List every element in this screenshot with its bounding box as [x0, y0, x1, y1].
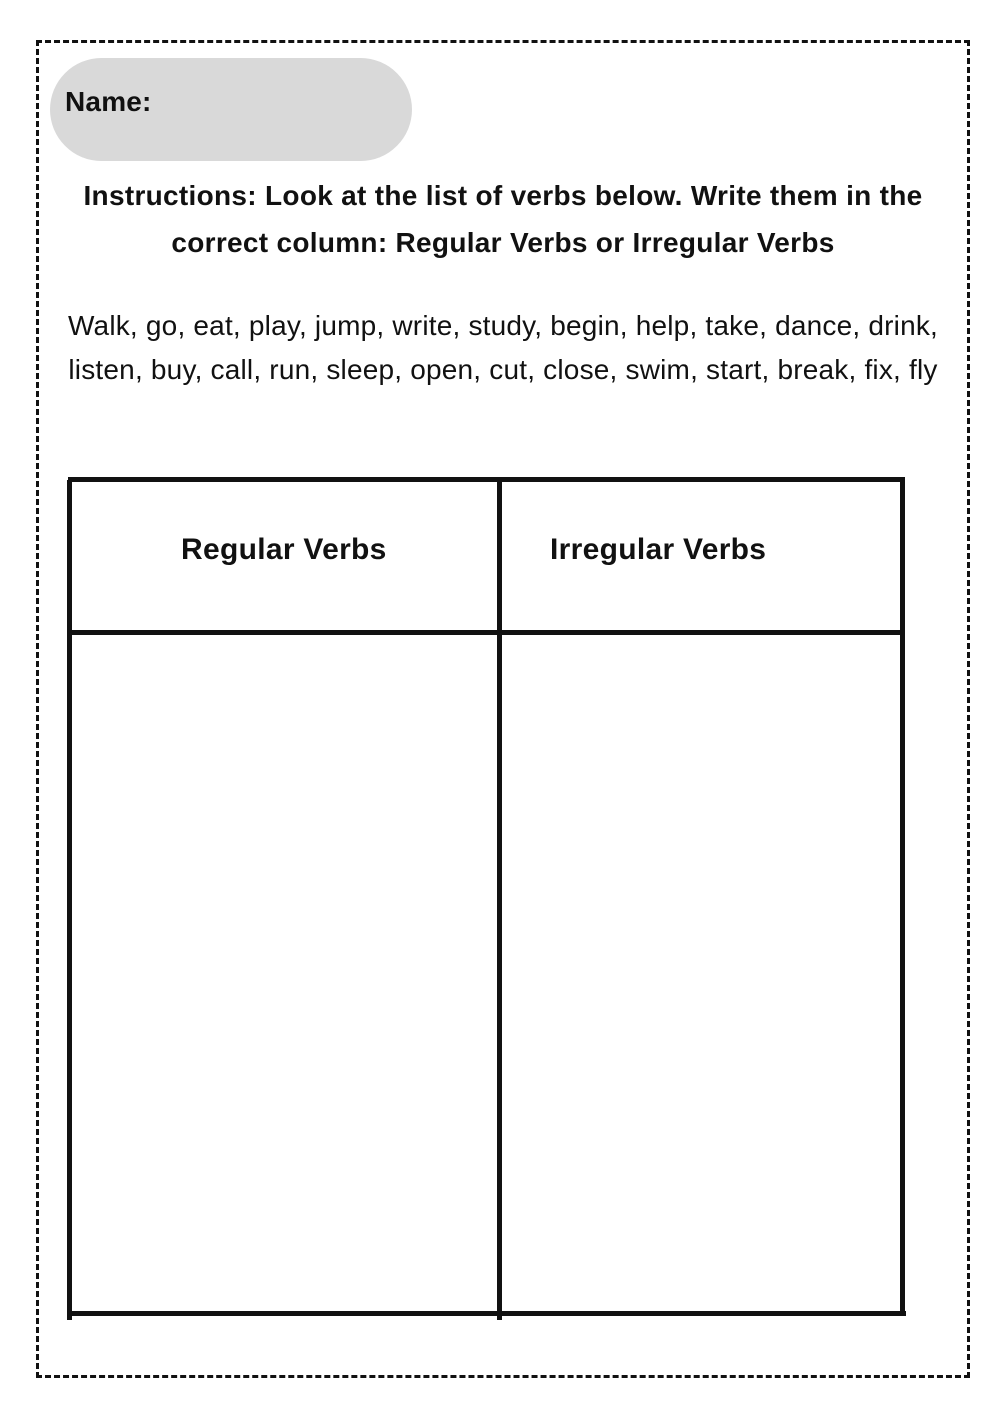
table-header-divider	[68, 630, 904, 635]
column-header-regular-verbs: Regular Verbs	[181, 533, 387, 566]
verb-list: Walk, go, eat, play, jump, write, study, begin, help, take, dance, drink, listen, buy, call, run, sleep, open, cut, close, swim, start, break, fix, fly	[67, 310, 939, 385]
irregular-verbs-answer-area[interactable]	[503, 636, 899, 1310]
table-column-divider	[497, 482, 502, 1320]
column-header-irregular-verbs: Irregular Verbs	[550, 533, 767, 566]
instructions-text: Instructions: Look at the list of verbs below. Write them in the correct column: Regular Verbs or Irregular Verbs	[83, 180, 923, 258]
table-top-border	[68, 477, 904, 482]
table-bottom-border	[68, 1311, 906, 1316]
name-field[interactable]	[50, 58, 412, 161]
regular-verbs-answer-area[interactable]	[73, 636, 496, 1310]
name-label: Name:	[65, 86, 152, 117]
table-right-border	[900, 477, 905, 1315]
table-left-border	[67, 480, 72, 1320]
